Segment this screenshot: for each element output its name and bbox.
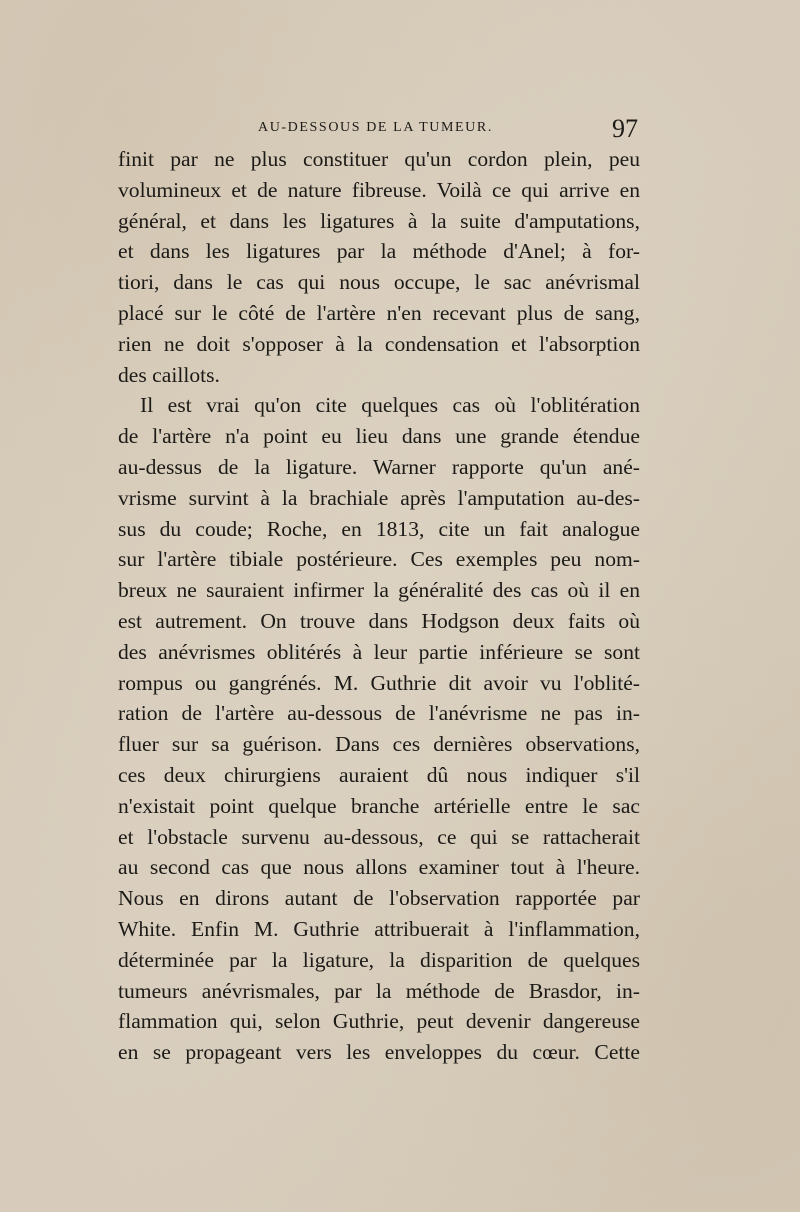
text-line: est autrement. On trouve dans Hodgson deux faits où — [118, 608, 640, 633]
text-line: des caillots. — [118, 362, 220, 387]
text-line: White. Enfin M. Guthrie attribuerait à l'inflammation, — [118, 916, 640, 941]
text-line: Nous en dirons autant de l'observation rapportée par — [118, 886, 640, 911]
text-line: général, et dans les ligatures à la suite d'amputations, — [118, 208, 640, 233]
text-line: sur l'artère tibiale postérieure. Ces exemples peu nom- — [118, 547, 640, 572]
text-line: tumeurs anévrismales, par la méthode de Brasdor, in- — [118, 978, 640, 1003]
text-line: rompus ou gangrénés. M. Guthrie dit avoir vu l'oblité- — [118, 670, 640, 695]
text-line: au second cas que nous allons examiner tout à l'heure. — [118, 855, 640, 880]
text-line: et l'obstacle survenu au-dessous, ce qui se rattacherait — [118, 824, 640, 849]
page-number: 97 — [612, 114, 638, 143]
text-line: finit par ne plus constituer qu'un cordon plein, peu — [118, 147, 640, 171]
text-line: ces deux chirurgiens auraient dû nous indiquer s'il — [118, 762, 640, 787]
text-line: des anévrismes oblitérés à leur partie inférieure se sont — [118, 639, 640, 664]
text-line: en se propageant vers les enveloppes du cœur. Cette — [118, 1040, 640, 1065]
text-line: et dans les ligatures par la méthode d'Anel; à for- — [118, 239, 640, 264]
body-text — [118, 144, 640, 1068]
text-line: déterminée par la ligature, la disparition de quelques — [118, 947, 640, 972]
running-head: AU-DESSOUS DE LA TUMEUR. — [258, 120, 493, 135]
text-line: rien ne doit s'opposer à la condensation et l'absorption — [118, 331, 640, 356]
page-header — [118, 114, 638, 144]
text-line: tiori, dans le cas qui nous occupe, le sac anévrismal — [118, 270, 640, 295]
text-line: placé sur le côté de l'artère n'en recevant plus de sang, — [118, 300, 640, 325]
text-line: ration de l'artère au-dessous de l'anévrisme ne pas in- — [118, 701, 640, 726]
text-line: breux ne sauraient infirmer la généralité des cas où il en — [118, 578, 640, 603]
text-line: fluer sur sa guérison. Dans ces dernières observations, — [118, 732, 640, 757]
text-line: au-dessus de la ligature. Warner rapporte qu'un ané- — [118, 454, 640, 479]
text-line: sus du coude; Roche, en 1813, cite un fait analogue — [118, 516, 640, 541]
text-line: Il est vrai qu'on cite quelques cas où l'oblitération — [140, 393, 640, 418]
text-line: de l'artère n'a point eu lieu dans une grande étendue — [118, 424, 640, 449]
text-line: flammation qui, selon Guthrie, peut devenir dangereuse — [118, 1009, 640, 1034]
text-line: n'existait point quelque branche artérielle entre le sac — [118, 793, 640, 818]
text-line: vrisme survint à la brachiale après l'amputation au-des- — [118, 485, 640, 510]
text-line: volumineux et de nature fibreuse. Voilà ce qui arrive en — [118, 177, 640, 202]
